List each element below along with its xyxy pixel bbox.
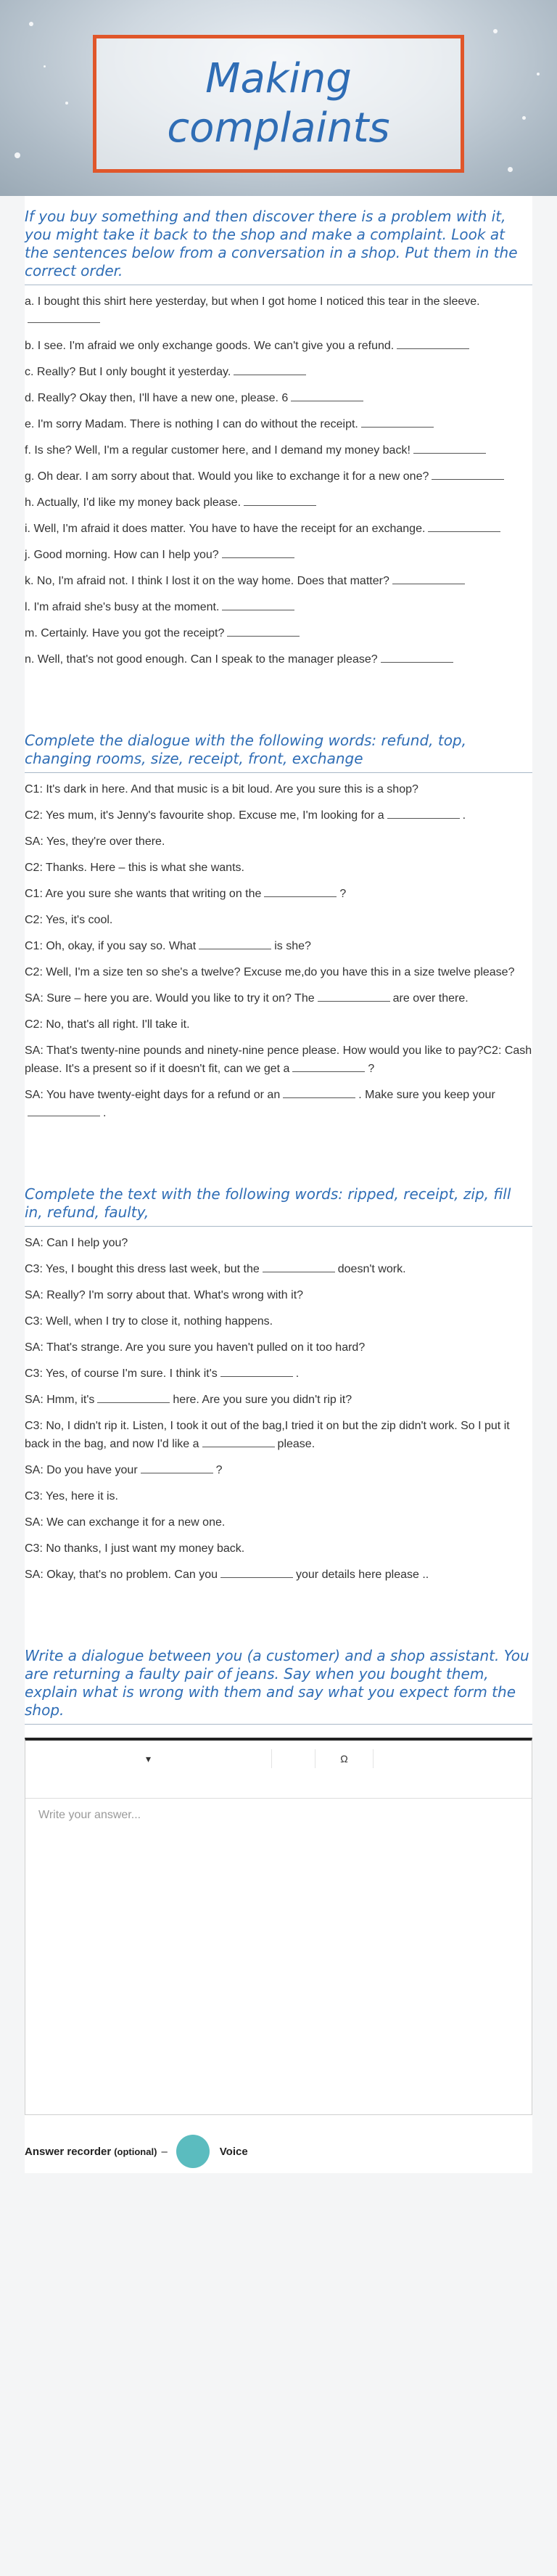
list-item <box>25 1540 532 1558</box>
answer-blank-input[interactable] <box>413 442 486 454</box>
answer-blank-input[interactable] <box>432 468 504 480</box>
item-text: doesn't work. <box>337 1263 406 1275</box>
format-dropdown[interactable] <box>25 1749 272 1768</box>
item-text: here. Are you sure you didn't rip it? <box>173 1394 352 1406</box>
list-item <box>25 337 532 355</box>
item-text: . <box>462 809 466 822</box>
record-button[interactable] <box>176 2135 210 2168</box>
item-text: your details here please .. <box>296 1569 429 1581</box>
text-list <box>25 1234 532 1584</box>
section-dialogue-fill <box>25 720 532 1122</box>
item-text: f. Is she? Well, I'm a regular customer here, and I demand my money back! <box>25 444 410 457</box>
page-title: Making complaints <box>167 55 390 152</box>
list-item <box>25 363 532 381</box>
item-text: ? <box>215 1464 223 1476</box>
item-text: SA: Can I help you? <box>25 1237 128 1249</box>
item-text: C2: Thanks. Here – this is what she wants. <box>25 862 244 874</box>
item-text: SA: That's twenty-nine pounds and ninety-nine pence please. How would you like to pay?C2: Cash please. It's a present so if it doesn't fit, can we get a <box>25 1044 532 1075</box>
recorder-dash: – <box>161 2145 168 2158</box>
answer-blank-input[interactable] <box>222 599 294 610</box>
section-ordering <box>25 196 532 668</box>
list-item <box>25 1513 532 1532</box>
list-item <box>25 989 532 1007</box>
item-text: k. No, I'm afraid not. I think I lost it on the way home. Does that matter? <box>25 575 389 587</box>
answer-blank-input[interactable] <box>381 651 453 663</box>
answer-textarea[interactable]: Write your answer... <box>38 1809 141 1821</box>
item-text: c. Really? But I only bought it yesterday. <box>25 366 231 378</box>
answer-blank-input[interactable] <box>361 416 434 428</box>
list-item <box>25 494 532 512</box>
answer-blank-input[interactable] <box>291 390 363 401</box>
list-item <box>25 1338 532 1357</box>
item-text: g. Oh dear. I am sorry about that. Would you like to exchange it for a new one? <box>25 470 429 483</box>
section-writing <box>25 1635 532 2115</box>
list-item <box>25 650 532 668</box>
section-text-fill <box>25 1174 532 1584</box>
list-item <box>25 572 532 590</box>
recorder-optional: (optional) <box>114 2146 157 2157</box>
item-text: . <box>295 1367 300 1380</box>
list-item <box>25 780 532 798</box>
dialogue-list <box>25 780 532 1122</box>
list-item <box>25 885 532 903</box>
answer-blank-input[interactable] <box>222 547 294 558</box>
answer-recorder <box>25 2130 532 2173</box>
item-text: . Make sure you keep your <box>358 1089 495 1101</box>
answer-blank-input[interactable] <box>283 1087 355 1098</box>
answer-blank-input[interactable] <box>387 807 460 819</box>
item-text: C2: No, that's all right. I'll take it. <box>25 1018 190 1031</box>
item-text: C3: Yes, of course I'm sure. I think it's <box>25 1367 218 1380</box>
item-text: C3: No thanks, I just want my money back. <box>25 1542 245 1555</box>
list-item <box>25 1015 532 1034</box>
answer-blank-input[interactable] <box>227 625 300 637</box>
item-text: C3: Yes, here it is. <box>25 1490 118 1502</box>
item-text: j. Good morning. How can I help you? <box>25 549 219 561</box>
item-text: C2: Well, I'm a size ten so she's a twelve? Excuse me,do you have this in a size twelve please? <box>25 966 515 978</box>
list-item <box>25 441 532 459</box>
voice-label: Voice <box>219 2145 248 2158</box>
list-item <box>25 937 532 955</box>
recorder-label: Answer recorder <box>25 2145 112 2158</box>
list-item <box>25 598 532 616</box>
answer-blank-input[interactable] <box>202 1436 275 1447</box>
answer-blank-input[interactable] <box>141 1462 213 1473</box>
list-item <box>25 520 532 538</box>
item-text: SA: Yes, they're over there. <box>25 835 165 848</box>
omega-icon: Ω <box>340 1753 348 1765</box>
answer-blank-input[interactable] <box>292 1060 365 1072</box>
list-item <box>25 293 532 329</box>
answer-blank-input[interactable] <box>244 494 316 506</box>
list-item <box>25 389 532 407</box>
list-item <box>25 467 532 486</box>
section-instruction: Write a dialogue between you (a customer) and a shop assistant. You are returning a faulty pair of jeans. Say when you bought them, explain what is wrong with them and say what you expect form the shop. <box>25 1647 532 1725</box>
list-item <box>25 833 532 851</box>
item-text: . <box>103 1107 107 1119</box>
list-item <box>25 963 532 981</box>
answer-blank-input[interactable] <box>97 1391 170 1403</box>
list-item <box>25 1260 532 1278</box>
answer-blank-input[interactable] <box>234 364 306 375</box>
answer-blank-input[interactable] <box>264 886 337 897</box>
item-text: SA: That's strange. Are you sure you haven't pulled on it too hard? <box>25 1341 366 1354</box>
list-item <box>25 1487 532 1505</box>
list-item <box>25 1086 532 1122</box>
chevron-down-icon: ▾ <box>145 1752 152 1765</box>
answer-blank-input[interactable] <box>220 1365 293 1377</box>
item-text: ? <box>339 888 347 900</box>
item-text: C3: No, I didn't rip it. Listen, I took it out of the bag,I tried it on but the zip didn't work. So I put it back in the bag, and now I'd like a <box>25 1420 510 1450</box>
section-instruction: If you buy something and then discover there is a problem with it, you might take it back to the shop and make a complaint. Look at the sentences below from a conversation in a shop. Put them in the correct order. <box>25 208 532 285</box>
item-text: ? <box>368 1063 375 1075</box>
answer-blank-input[interactable] <box>392 573 465 584</box>
item-text: l. I'm afraid she's busy at the moment. <box>25 601 220 613</box>
answer-blank-input[interactable] <box>28 311 100 323</box>
answer-blank-input[interactable] <box>28 1105 100 1116</box>
worksheet <box>25 196 532 2173</box>
toolbar-separator <box>272 1749 315 1768</box>
answer-blank-input[interactable] <box>199 938 271 949</box>
list-item <box>25 1286 532 1304</box>
item-text: SA: Okay, that's no problem. Can you <box>25 1569 218 1581</box>
list-item <box>25 1234 532 1252</box>
answer-blank-input[interactable] <box>263 1261 335 1272</box>
section-instruction: Complete the text with the following words: ripped, receipt, zip, fill in, refund, faulty, <box>25 1185 532 1227</box>
list-item <box>25 415 532 433</box>
item-text: please. <box>277 1438 315 1450</box>
item-text: C1: Oh, okay, if you say so. What <box>25 940 197 952</box>
item-text: C1: It's dark in here. And that music is a bit loud. Are you sure this is a shop? <box>25 783 418 796</box>
item-text: SA: Do you have your <box>25 1464 138 1476</box>
list-item <box>25 1566 532 1584</box>
item-text: e. I'm sorry Madam. There is nothing I can do without the receipt. <box>25 418 358 430</box>
answer-editor[interactable] <box>25 1738 532 2115</box>
item-text: i. Well, I'm afraid it does matter. You have to have the receipt for an exchange. <box>25 523 426 535</box>
item-text: SA: We can exchange it for a new one. <box>25 1516 226 1529</box>
item-text: d. Really? Okay then, I'll have a new one, please. 6 <box>25 392 289 404</box>
list-item <box>25 1042 532 1078</box>
list-item <box>25 546 532 564</box>
list-item <box>25 1391 532 1409</box>
answer-blank-input[interactable] <box>220 1566 293 1578</box>
item-text: C2: Yes, it's cool. <box>25 914 113 926</box>
section-instruction: Complete the dialogue with the following words: refund, top, changing rooms, size, receipt, front, exchange <box>25 732 532 773</box>
special-characters-button[interactable] <box>315 1749 374 1768</box>
list-item <box>25 1365 532 1383</box>
item-text: SA: Hmm, it's <box>25 1394 95 1406</box>
item-text: m. Certainly. Have you got the receipt? <box>25 627 225 639</box>
answer-blank-input[interactable] <box>318 990 390 1002</box>
item-text: is she? <box>274 940 311 952</box>
list-item <box>25 1417 532 1453</box>
list-item <box>25 911 532 929</box>
answer-blank-input[interactable] <box>397 338 469 349</box>
item-text: C3: Yes, I bought this dress last week, but the <box>25 1263 260 1275</box>
item-text: b. I see. I'm afraid we only exchange goods. We can't give you a refund. <box>25 340 395 352</box>
list-item <box>25 806 532 825</box>
answer-blank-input[interactable] <box>428 520 500 532</box>
item-text: C1: Are you sure she wants that writing on the <box>25 888 262 900</box>
item-text: are over there. <box>392 992 469 1005</box>
list-item <box>25 624 532 642</box>
editor-toolbar <box>25 1741 532 1799</box>
item-text: C3: Well, when I try to close it, nothing happens. <box>25 1315 273 1328</box>
item-text: SA: Really? I'm sorry about that. What's wrong with it? <box>25 1289 304 1301</box>
item-text: a. I bought this shirt here yesterday, but when I got home I noticed this tear in the sleeve. <box>25 295 480 308</box>
item-text: SA: You have twenty-eight days for a refund or an <box>25 1089 281 1101</box>
list-item <box>25 859 532 877</box>
list-item <box>25 1312 532 1330</box>
list-item <box>25 1461 532 1479</box>
header-banner <box>0 0 557 196</box>
ordering-list <box>25 293 532 668</box>
item-text: C2: Yes mum, it's Jenny's favourite shop. Excuse me, I'm looking for a <box>25 809 384 822</box>
title-box <box>93 35 464 173</box>
item-text: SA: Sure – here you are. Would you like to try it on? The <box>25 992 315 1005</box>
item-text: h. Actually, I'd like my money back please. <box>25 496 242 509</box>
item-text: n. Well, that's not good enough. Can I speak to the manager please? <box>25 653 378 666</box>
